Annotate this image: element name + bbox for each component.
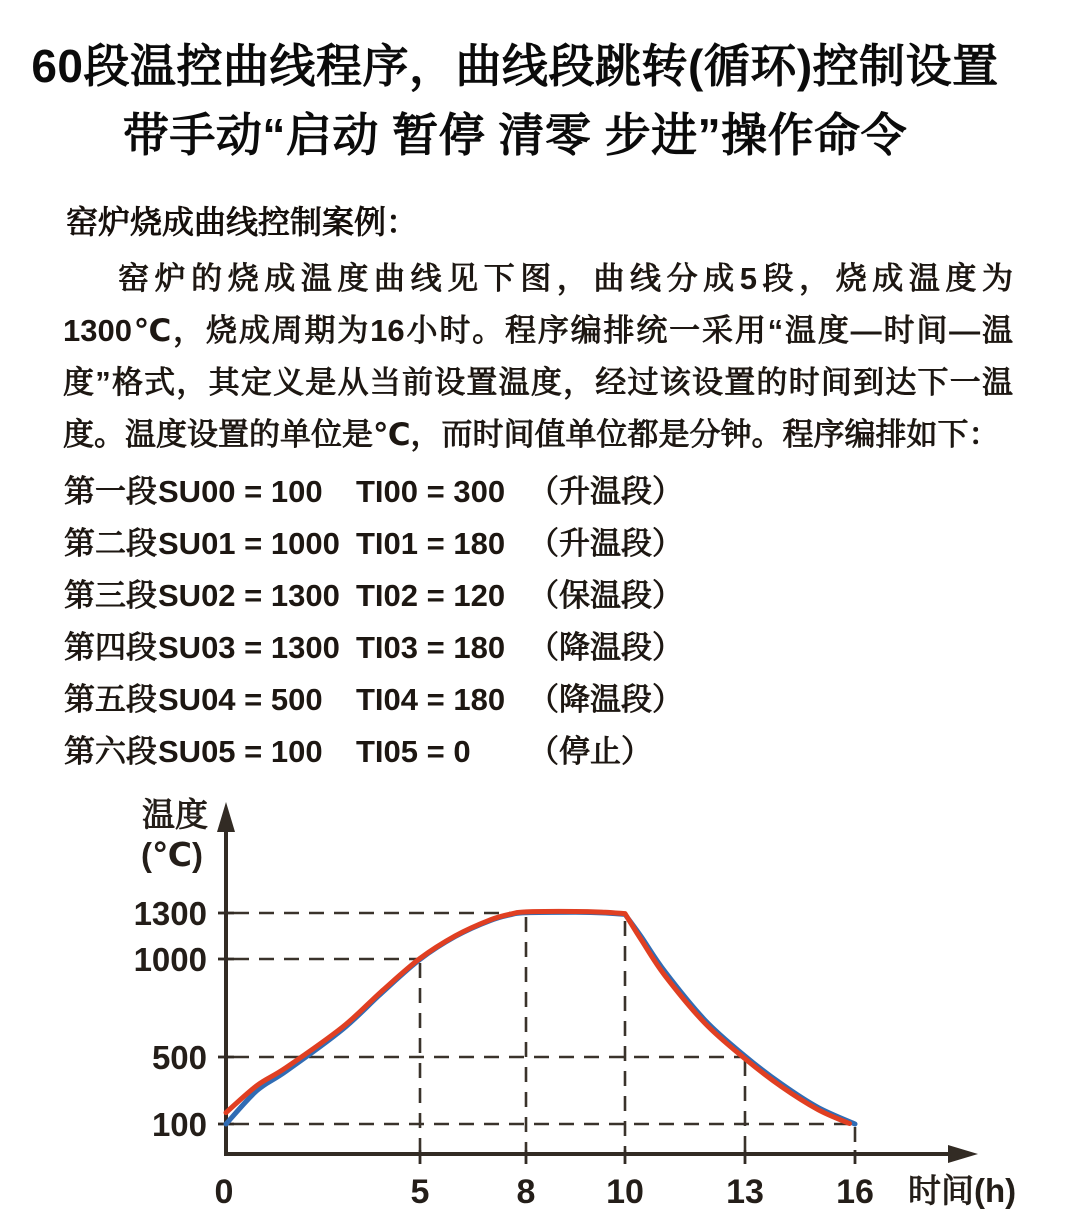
- y-axis-arrow-icon: [217, 802, 235, 832]
- y-tick-label-500: 500: [151, 1039, 207, 1076]
- y-axis-title-line1: 温度: [142, 796, 208, 833]
- phase-note: （保温段）: [528, 578, 683, 613]
- y-tick-label-1300: 1300: [133, 895, 207, 932]
- y-axis-title-line2: (℃): [141, 836, 203, 873]
- phase-note: （升温段）: [528, 474, 683, 509]
- x-tick-label-0: 0: [214, 1173, 234, 1211]
- su-setting: SU03 = 1300: [158, 630, 340, 665]
- case-description: 窑炉的烧成温度曲线见下图，曲线分成5段，烧成温度为1300℃，烧成周期为16小时。程序编排统一采用“温度—时间—温度”格式，其定义是从当前设置温度，经过该设置的时间到达下一温度。温度设置的单位是℃，而时间值单位都是分钟。程序编排如下：: [63, 261, 1013, 452]
- axis-ticks: [218, 913, 855, 1164]
- segment-label: 第六段: [64, 734, 157, 769]
- phase-note: （降温段）: [528, 630, 683, 665]
- section-heading: 窑炉烧成曲线控制案例：: [66, 204, 419, 240]
- title-line-2: 带手动“启动 暂停 清零 步进”操作命令: [122, 109, 908, 161]
- setpoint-curve-red: [226, 911, 850, 1123]
- phase-note: （升温段）: [528, 526, 683, 561]
- phase-note: （降温段）: [528, 682, 683, 717]
- segment-label: 第二段: [64, 526, 157, 561]
- su-setting: SU04 = 500: [158, 682, 323, 717]
- phase-note: （停止）: [528, 734, 652, 769]
- ti-setting: TI02 = 120: [356, 578, 506, 613]
- segment-label: 第五段: [64, 682, 157, 717]
- x-axis-title: 时间(h): [908, 1172, 1017, 1209]
- axes: [217, 802, 978, 1163]
- su-setting: SU02 = 1300: [158, 578, 340, 613]
- ti-setting: TI05 = 0: [356, 734, 471, 769]
- actual-curve-blue: [226, 912, 855, 1124]
- ti-setting: TI00 = 300: [356, 474, 506, 509]
- su-setting: SU05 = 100: [158, 734, 323, 769]
- su-setting: SU00 = 100: [158, 474, 323, 509]
- x-axis-arrow-icon: [948, 1145, 978, 1163]
- segment-label: 第四段: [64, 630, 157, 665]
- x-tick-label-16: 16: [836, 1173, 874, 1211]
- segment-label: 第三段: [64, 578, 157, 613]
- x-tick-label-10: 10: [606, 1173, 644, 1211]
- x-tick-label-5: 5: [410, 1173, 430, 1211]
- ti-setting: TI03 = 180: [356, 630, 506, 665]
- x-tick-label-8: 8: [516, 1173, 536, 1211]
- y-tick-label-1000: 1000: [133, 941, 207, 978]
- title-line-1: 60段温控曲线程序，曲线段跳转(循环)控制设置: [31, 40, 999, 92]
- guide-lines: [234, 913, 855, 1150]
- ti-setting: TI01 = 180: [356, 526, 506, 561]
- su-setting: SU01 = 1000: [158, 526, 340, 561]
- y-tick-label-100: 100: [151, 1106, 207, 1143]
- x-tick-label-13: 13: [726, 1173, 764, 1211]
- segment-label: 第一段: [64, 474, 157, 509]
- ti-setting: TI04 = 180: [356, 682, 506, 717]
